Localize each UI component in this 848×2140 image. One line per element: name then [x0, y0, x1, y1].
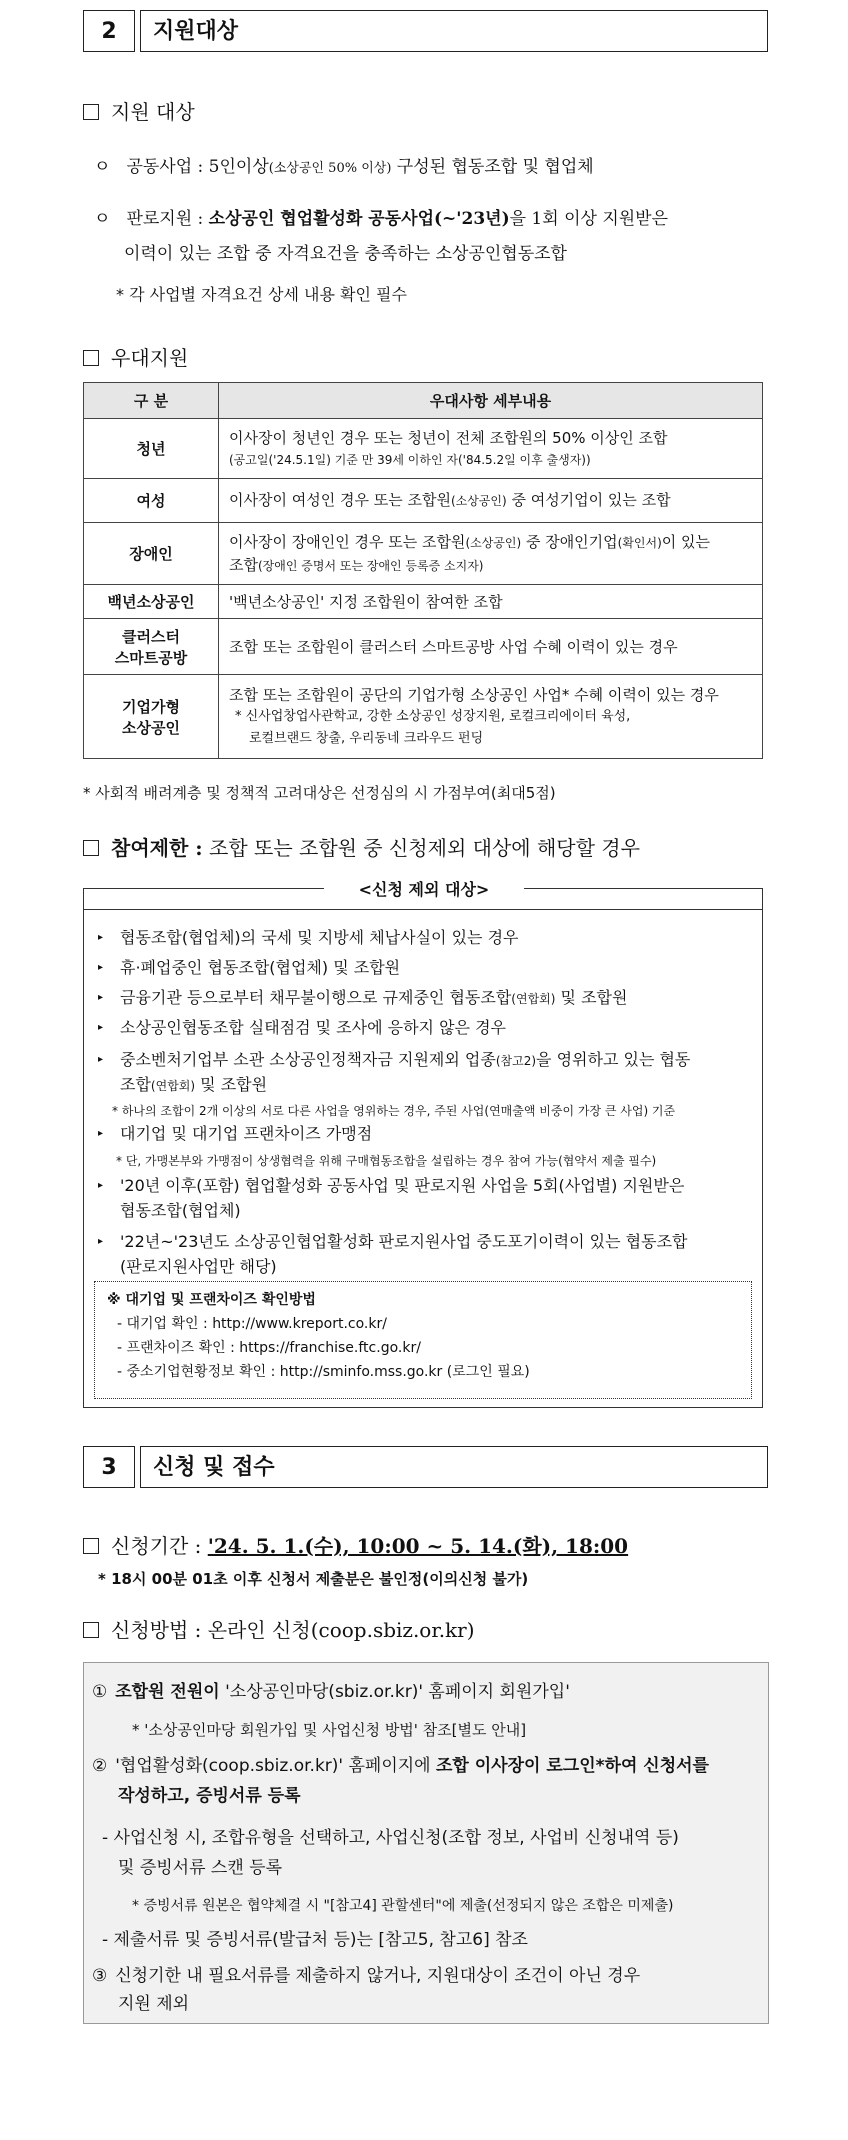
list-item: ▸ 대기업 및 대기업 프랜차이즈 가맹점 [104, 1121, 754, 1146]
target-bullet-1: ㅇ 공동사업 : 5인이상(소상공인 50% 이상) 구성된 협동조합 및 협업체 [94, 157, 594, 177]
step-2-detail-1b: 및 증빙서류 스캔 등록 [118, 1858, 283, 1878]
exclusion-box [83, 880, 763, 1408]
list-item-note: * 하나의 조합이 2개 이상의 서로 다른 사업을 영위하는 경우, 주된 사업(연매출액 비중이 가장 큰 사업) 기준 [112, 1104, 676, 1118]
pref-table [83, 382, 763, 759]
list-item: ▸ 중소벤처기업부 소관 소상공인정책자금 지원제외 업종(참고2)을 영위하고 있는 협동 [104, 1047, 754, 1074]
triangle-bullet-icon: ▸ [98, 1236, 104, 1247]
section-title: 신청 및 접수 [140, 1446, 768, 1488]
step-3: ③ 신청기한 내 필요서류를 제출하지 않거나, 지원대상이 조건이 아닌 경우 [92, 1966, 641, 1986]
list-item-note: * 단, 가맹본부와 가맹점이 상생협력을 위해 구매협동조합을 설립하는 경우 참여 가능(협약서 제출 필수) [116, 1154, 657, 1168]
check-franchise-link[interactable]: - 프랜차이즈 확인 : https://franchise.ftc.go.kr/ [117, 1340, 421, 1356]
section-number: 3 [83, 1446, 135, 1488]
list-item-cont: (판로지원사업만 해당) [120, 1257, 277, 1276]
step-2-detail-1: - 사업신청 시, 조합유형을 선택하고, 사업신청(조합 정보, 사업비 신청내역 등) [102, 1828, 679, 1848]
list-item: ▸ 금융기관 등으로부터 채무불이행으로 규제중인 협동조합(연합회) 및 조합원 [104, 985, 754, 1012]
pref-col-category: 구 분 [84, 383, 219, 419]
pref-value: '백년소상공인' 지정 조합원이 참여한 조합 [219, 585, 763, 619]
triangle-bullet-icon: ▸ [98, 992, 104, 1003]
pref-value-sub: (공고일('24.5.1일) 기준 만 39세 이하인 자('84.5.2일 이후 출생자)) [229, 452, 591, 467]
triangle-bullet-icon: ▸ [98, 932, 104, 943]
pref-key: 청년 [84, 419, 219, 479]
list-item: ▸ 협동조합(협업체)의 국세 및 지방세 체납사실이 있는 경우 [104, 925, 754, 950]
triangle-bullet-icon: ▸ [98, 1128, 104, 1139]
checkbox-square-icon [83, 350, 99, 366]
list-item: ▸ '22년~'23년도 소상공인협업활성화 판로지원사업 중도포기이력이 있는 협동조합 [104, 1229, 754, 1254]
period-note: * 18시 00분 01초 이후 신청서 제출분은 불인정(이의신청 불가) [98, 1570, 529, 1588]
pref-heading: 우대지원 [83, 342, 188, 371]
pref-col-detail: 우대사항 세부내용 [219, 383, 763, 419]
pref-key: 장애인 [84, 523, 219, 585]
table-row: 여성 이사장이 여성인 경우 또는 조합원(소상공인) 중 여성기업이 있는 조합 [84, 479, 763, 523]
check-method-title: ※ 대기업 및 프랜차이즈 확인방법 [107, 1292, 316, 1308]
pref-value: 이사장이 청년인 경우 또는 청년이 전체 조합원의 50% 이상인 조합 [229, 428, 668, 447]
list-item: ▸ '20년 이후(포함) 협업활성화 공동사업 및 판로지원 사업을 5회(사업별) 지원받은 [104, 1173, 754, 1198]
list-item: ▸ 휴·폐업중인 협동조합(협업체) 및 조합원 [104, 955, 754, 980]
pref-key: 여성 [84, 479, 219, 523]
target-bullet-2-line2: 이력이 있는 조합 중 자격요건을 충족하는 소상공인협동조합 [124, 244, 567, 264]
step-2-line2: 작성하고, 증빙서류 등록 [118, 1786, 301, 1806]
target-bullet-2: ㅇ 판로지원 : 소상공인 협업활성화 공동사업(~'23년)을 1회 이상 지원받은 [94, 209, 669, 229]
exclusion-title: <신청 제외 대상> [324, 877, 524, 900]
triangle-bullet-icon: ▸ [98, 962, 104, 973]
table-row: 클러스터 스마트공방 조합 또는 조합원이 클러스터 스마트공방 사업 수혜 이력이 있는 경우 [84, 619, 763, 675]
step-2-detail-2: - 제출서류 및 증빙서류(발급처 등)는 [참고5, 참고6] 참조 [102, 1930, 528, 1950]
step-3-line2: 지원 제외 [118, 1994, 190, 2014]
table-row [84, 585, 763, 619]
restrict-heading: 참여제한 : 조합 또는 조합원 중 신청제외 대상에 해당할 경우 [83, 832, 640, 861]
list-item: ▸ 소상공인협동조합 실태점검 및 조사에 응하지 않은 경우 [104, 1015, 754, 1040]
table-row [84, 419, 763, 479]
list-item-cont: 조합(연합회) 및 조합원 [120, 1075, 268, 1094]
section-number: 2 [83, 10, 135, 52]
checkbox-square-icon [83, 1538, 99, 1554]
check-kreport-link[interactable]: - 대기업 확인 : http://www.kreport.co.kr/ [117, 1316, 387, 1332]
triangle-bullet-icon: ▸ [98, 1054, 104, 1065]
step-1: ① 조합원 전원이 '소상공인마당(sbiz.or.kr)' 홈페이지 회원가입' [92, 1682, 570, 1702]
check-sminfo-link[interactable]: - 중소기업현황정보 확인 : http://sminfo.mss.go.kr (로그인 필요) [117, 1364, 530, 1380]
pref-footnote: * 사회적 배려계층 및 정책적 고려대상은 선정심의 시 가점부여(최대5점) [83, 784, 556, 802]
method-heading: 신청방법 : 온라인 신청(coop.sbiz.or.kr) [83, 1614, 475, 1643]
step-2-note: * 증빙서류 원본은 협약체결 시 "[참고4] 관할센터"에 제출(선정되지 않은 조합은 미제출) [132, 1898, 674, 1914]
period-heading: 신청기간 : '24. 5. 1.(수), 10:00 ~ 5. 14.(화), 18:00 [83, 1530, 628, 1559]
triangle-bullet-icon: ▸ [98, 1180, 104, 1191]
apply-steps-box [83, 1662, 769, 2024]
check-method-box [94, 1281, 752, 1399]
target-note: * 각 사업별 자격요건 상세 내용 확인 필수 [116, 285, 407, 304]
checkbox-square-icon [83, 840, 99, 856]
step-1-note: * '소상공인마당 회원가입 및 사업신청 방법' 참조[별도 안내] [132, 1721, 527, 1739]
pref-key: 백년소상공인 [84, 585, 219, 619]
table-row: 기업가형 소상공인 조합 또는 조합원이 공단의 기업가형 소상공인 사업* 수혜 이력이 있는 경우 * 신사업창업사관학교, 강한 소상공인 성장지원, 로컬크리에이터 육성, 로컬브랜드 창출, 우리동네 크라우드 펀딩 [84, 675, 763, 759]
target-heading: 지원 대상 [83, 96, 195, 125]
section-title: 지원대상 [140, 10, 768, 52]
checkbox-square-icon [83, 1622, 99, 1638]
checkbox-square-icon [83, 104, 99, 120]
pref-value: 조합 또는 조합원이 클러스터 스마트공방 사업 수혜 이력이 있는 경우 [219, 619, 763, 675]
step-2: ② '협업활성화(coop.sbiz.or.kr)' 홈페이지에 조합 이사장이 로그인*하여 신청서를 [92, 1756, 709, 1776]
list-item-cont: 협동조합(협업체) [120, 1201, 241, 1220]
period-value: '24. 5. 1.(수), 10:00 ~ 5. 14.(화), 18:00 [207, 1534, 629, 1558]
table-row: 장애인 이사장이 장애인인 경우 또는 조합원(소상공인) 중 장애인기업(확인서)이 있는 조합(장애인 증명서 또는 장애인 등록증 소지자) [84, 523, 763, 585]
triangle-bullet-icon: ▸ [98, 1022, 104, 1033]
